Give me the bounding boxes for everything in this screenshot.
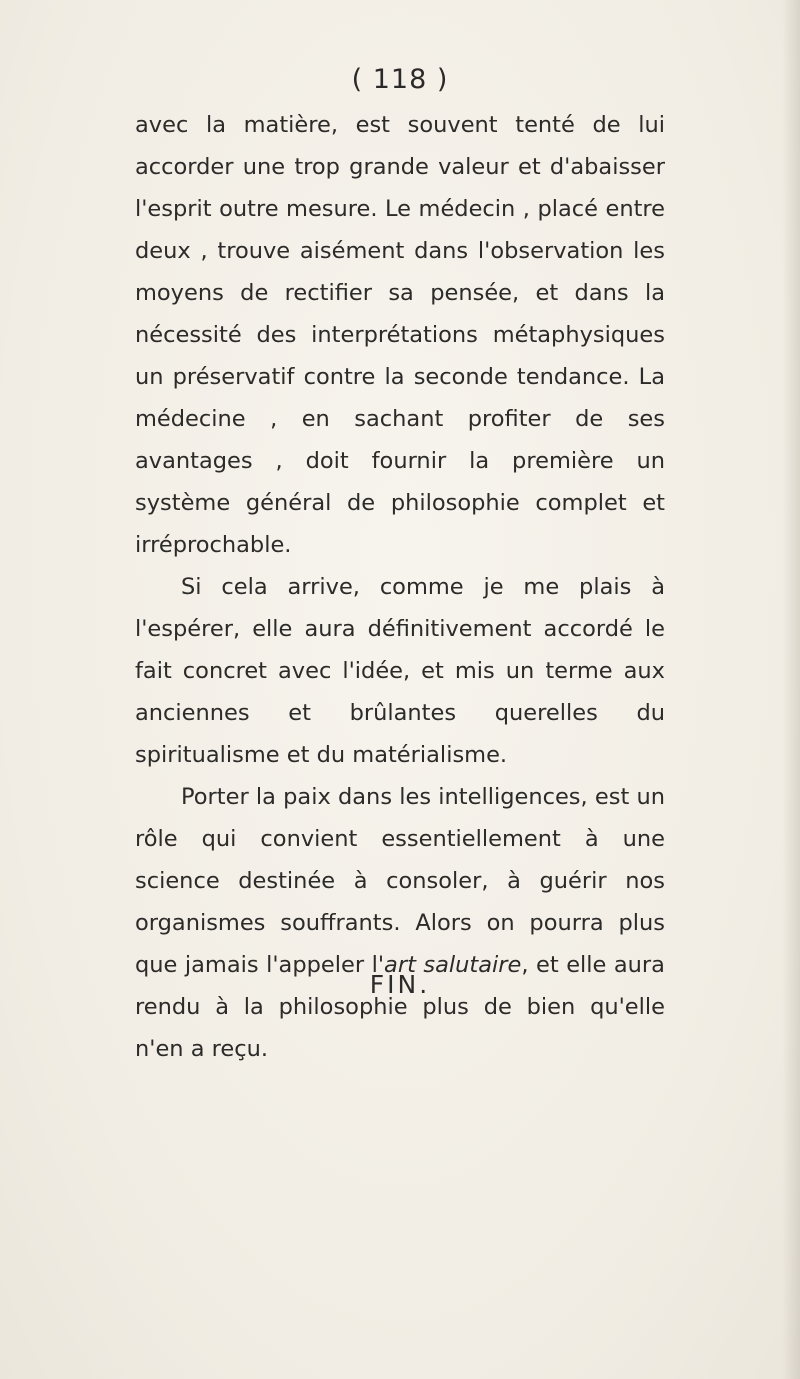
paragraph-2-text: Si cela arrive, comme je me plais à l'espérer, elle aura définitivement accordé le fait concret avec l'idée, et mis un terme aux anciennes et brûlantes querelles du spiritualisme et du matérialisme. [135, 574, 665, 768]
page-number: ( 118 ) [351, 64, 449, 95]
paragraph-3-text: Porter la paix dans les intelligences, est un rôle qui convient essentiellement à une science destinée à consoler, à guérir nos organismes souffrants. Alors on pourra plus que jamais l'appeler l' [135, 784, 665, 978]
paragraph-1 [135, 104, 665, 566]
paragraph-3-tail: , et elle aura rendu à la philosophie plus de bien qu'elle n'en a reçu. [135, 952, 665, 1062]
page-edge-shadow [782, 0, 800, 1379]
paragraph-2 [135, 566, 665, 776]
closing-fin: FIN. [369, 970, 431, 999]
paragraph-1-text: avec la matière, est souvent tenté de lui accorder une trop grande valeur et d'abaisser l'esprit outre mesure. Le médecin , placé entre deux , trouve aisément dans l'observation les moyens de rectifier sa pensée, et dans la nécessité des interprétations métaphysiques un préservatif contre la seconde tendance. La médecine , en sachant profiter de ses avantages , doit fournir la première un système général de philosophie complet et irréprochable. [135, 112, 665, 558]
body-text [135, 104, 665, 1070]
italic-phrase: art salutaire [384, 952, 522, 978]
paragraph-3 [135, 776, 665, 1070]
